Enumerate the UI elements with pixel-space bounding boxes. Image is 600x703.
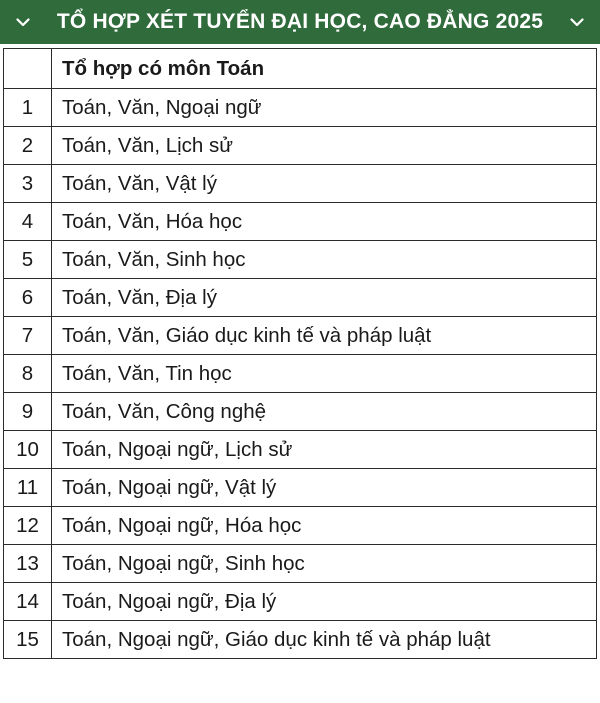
- row-combination: Toán, Văn, Công nghệ: [52, 393, 597, 431]
- table-row: [4, 355, 597, 393]
- table-row: [4, 621, 597, 659]
- row-number: 1: [4, 89, 52, 127]
- row-number: 15: [4, 621, 52, 659]
- table-row: [4, 203, 597, 241]
- row-number: 6: [4, 279, 52, 317]
- table-row: [4, 127, 597, 165]
- row-combination: Toán, Văn, Lịch sử: [52, 127, 597, 165]
- combination-table-container: [0, 48, 600, 659]
- table-row: [4, 165, 597, 203]
- row-number: 14: [4, 583, 52, 621]
- row-number: 4: [4, 203, 52, 241]
- chevron-down-icon[interactable]: [554, 0, 600, 44]
- table-row: [4, 431, 597, 469]
- combination-table: [3, 48, 597, 659]
- table-row: [4, 393, 597, 431]
- row-combination: Toán, Văn, Hóa học: [52, 203, 597, 241]
- row-combination: Toán, Ngoại ngữ, Hóa học: [52, 507, 597, 545]
- row-number: 2: [4, 127, 52, 165]
- header-bar: [0, 0, 600, 44]
- row-combination: Toán, Văn, Giáo dục kinh tế và pháp luật: [52, 317, 597, 355]
- page-title: TỔ HỢP XÉT TUYỂN ĐẠI HỌC, CAO ĐẲNG 2025: [56, 10, 544, 33]
- row-number: 9: [4, 393, 52, 431]
- table-row: [4, 241, 597, 279]
- header-number-cell: [4, 49, 52, 89]
- table-row: [4, 583, 597, 621]
- row-combination: Toán, Ngoại ngữ, Lịch sử: [52, 431, 597, 469]
- row-number: 12: [4, 507, 52, 545]
- row-combination: Toán, Ngoại ngữ, Giáo dục kinh tế và pháp luật: [52, 621, 597, 659]
- table-row: [4, 469, 597, 507]
- row-number: 11: [4, 469, 52, 507]
- row-combination: Toán, Văn, Tin học: [52, 355, 597, 393]
- row-number: 13: [4, 545, 52, 583]
- row-number: 5: [4, 241, 52, 279]
- table-row: [4, 507, 597, 545]
- header-label-cell: Tổ hợp có môn Toán: [52, 49, 597, 89]
- row-combination: Toán, Văn, Vật lý: [52, 165, 597, 203]
- row-combination: Toán, Ngoại ngữ, Sinh học: [52, 545, 597, 583]
- table-row: [4, 279, 597, 317]
- table-row: [4, 89, 597, 127]
- table-row: [4, 545, 597, 583]
- row-number: 10: [4, 431, 52, 469]
- row-number: 7: [4, 317, 52, 355]
- row-number: 3: [4, 165, 52, 203]
- chevron-down-icon[interactable]: [0, 0, 46, 44]
- row-combination: Toán, Văn, Sinh học: [52, 241, 597, 279]
- table-row: [4, 317, 597, 355]
- row-combination: Toán, Văn, Ngoại ngữ: [52, 89, 597, 127]
- row-number: 8: [4, 355, 52, 393]
- row-combination: Toán, Văn, Địa lý: [52, 279, 597, 317]
- row-combination: Toán, Ngoại ngữ, Vật lý: [52, 469, 597, 507]
- table-header-row: [4, 49, 597, 89]
- row-combination: Toán, Ngoại ngữ, Địa lý: [52, 583, 597, 621]
